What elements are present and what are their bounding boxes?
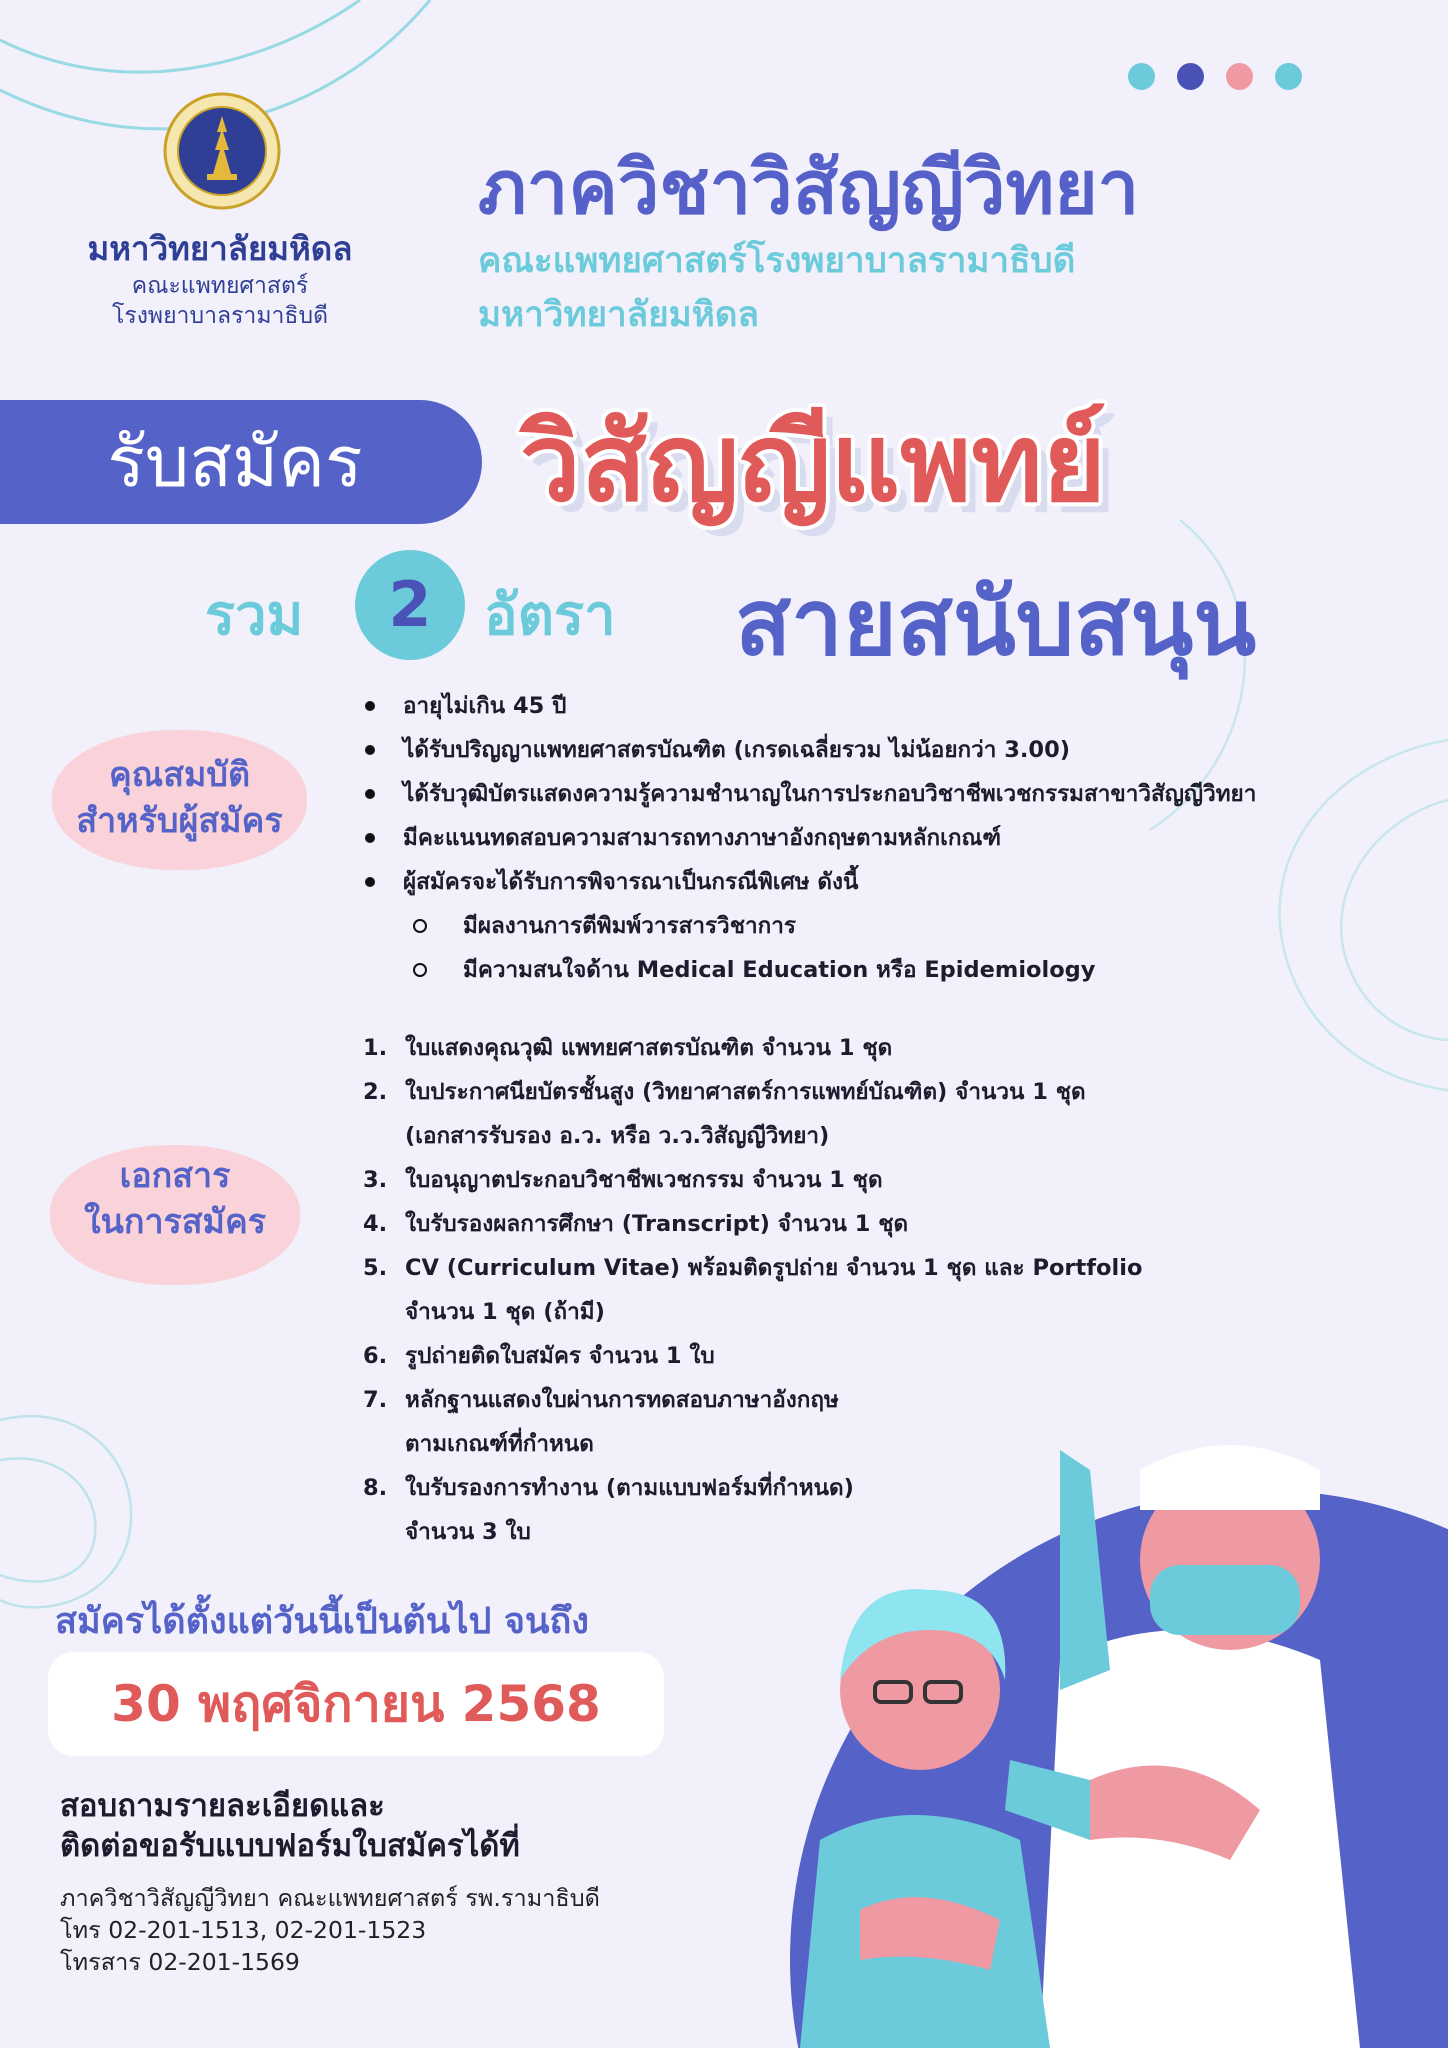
dot-2 (1177, 63, 1204, 90)
qualification-subitem: มีผลงานการตีพิมพ์วารสารวิชาการ (363, 904, 1423, 948)
document-text: ใบอนุญาตประกอบวิชาชีพเวชกรรม จำนวน 1 ชุด (405, 1167, 883, 1193)
position-title: วิสัญญีแพทย์ (520, 401, 1106, 526)
qualifications-list (363, 684, 1423, 992)
dot-1 (1128, 63, 1155, 90)
document-number: 8. (363, 1475, 388, 1501)
document-text-cont: ตามเกณฑ์ที่กำหนด (405, 1431, 594, 1457)
contact-heading-line2: ติดต่อขอรับแบบฟอร์มใบสมัครได้ที่ (60, 1828, 520, 1864)
dot-4 (1275, 63, 1302, 90)
documents-heading (50, 1153, 300, 1245)
document-text: ใบรับรองการทำงาน (ตามแบบฟอร์มที่กำหนด) (405, 1475, 854, 1501)
qualifications-heading (52, 752, 307, 844)
department-title: ภาควิชาวิสัญญีวิทยา (478, 145, 1140, 231)
document-item (363, 1158, 1423, 1202)
position-count: 2 (388, 568, 432, 641)
contact-fax: โทรสาร 02-201-1569 (60, 1948, 300, 1976)
logo-university-name: มหาวิทยาลัยมหิดล (87, 229, 353, 268)
documents-heading-line1: เอกสาร (119, 1156, 231, 1196)
document-text: CV (Curriculum Vitae) พร้อมติดรูปถ่าย จำนวน 1 ชุด และ Portfolio (405, 1255, 1143, 1281)
document-text: ใบรับรองผลการศึกษา (Transcript) จำนวน 1 ชุด (405, 1211, 909, 1237)
document-item (363, 1026, 1423, 1070)
position-count-suffix: อัตรา (484, 583, 616, 648)
document-item (363, 1202, 1423, 1246)
qualification-item: ได้รับวุฒิบัตรแสดงความรู้ความชำนาญในการประกอบวิชาชีพเวชกรรมสาขาวิสัญญีวิทยา (363, 772, 1423, 816)
contact-address: ภาควิชาวิสัญญีวิทยา คณะแพทยศาสตร์ รพ.รามาธิบดี (60, 1884, 600, 1912)
deadline-date: 30 พฤศจิกายน 2568 (111, 1675, 601, 1733)
document-number: 3. (363, 1167, 388, 1193)
document-text-cont: จำนวน 3 ใบ (405, 1519, 531, 1545)
qualifications-heading-line2: สำหรับผู้สมัคร (76, 801, 283, 841)
qualification-item: ผู้สมัครจะได้รับการพิจารณาเป็นกรณีพิเศษ ดังนี้ (363, 860, 1423, 904)
document-text-cont: จำนวน 1 ชุด (ถ้ามี) (405, 1299, 605, 1325)
document-number: 6. (363, 1343, 388, 1369)
university-seal-icon (163, 92, 281, 210)
qualifications-heading-line1: คุณสมบัติ (108, 755, 251, 795)
document-number: 4. (363, 1211, 388, 1237)
logo-faculty-line1: คณะแพทยศาสตร์ (131, 273, 309, 299)
qualification-item: ได้รับปริญญาแพทยศาสตรบัณฑิต (เกรดเฉลี่ยรวม ไม่น้อยกว่า 3.00) (363, 728, 1423, 772)
position-subtitle: สายสนับสนุน (735, 569, 1257, 676)
document-text: ใบแสดงคุณวุฒิ แพทยศาสตรบัณฑิต จำนวน 1 ชุด (405, 1035, 893, 1061)
university-subtitle: มหาวิทยาลัยมหิดล (478, 295, 759, 335)
qualification-item: มีคะแนนทดสอบความสามารถทางภาษาอังกฤษตามหลักเกณฑ์ (363, 816, 1423, 860)
document-number: 5. (363, 1255, 388, 1281)
document-item (363, 1070, 1423, 1158)
contact-phone: โทร 02-201-1513, 02-201-1523 (60, 1916, 427, 1944)
document-number: 2. (363, 1079, 388, 1105)
logo-faculty-line2: โรงพยาบาลรามาธิบดี (111, 303, 329, 329)
document-item (363, 1246, 1423, 1334)
qualification-item: อายุไม่เกิน 45 ปี (363, 684, 1423, 728)
document-text: รูปถ่ายติดใบสมัคร จำนวน 1 ใบ (405, 1343, 715, 1369)
position-count-prefix: รวม (205, 583, 304, 648)
contact-heading-line1: สอบถามรายละเอียดและ (60, 1788, 385, 1824)
decorative-dots (1128, 63, 1302, 90)
documents-heading-line2: ในการสมัคร (84, 1202, 266, 1242)
document-number: 1. (363, 1035, 388, 1061)
document-text-cont: (เอกสารรับรอง อ.ว. หรือ ว.ว.วิสัญญีวิทยา) (405, 1123, 830, 1149)
document-text: ใบประกาศนียบัตรชั้นสูง (วิทยาศาสตร์การแพทย์บัณฑิต) จำนวน 1 ชุด (405, 1079, 1086, 1105)
faculty-subtitle: คณะแพทยศาสตร์โรงพยาบาลรามาธิบดี (478, 241, 1076, 281)
qualification-subitem: มีความสนใจด้าน Medical Education หรือ Epidemiology (363, 948, 1423, 992)
deadline-lead: สมัครได้ตั้งแต่วันนี้เป็นต้นไป จนถึง (55, 1601, 589, 1642)
recruit-label: รับสมัคร (107, 421, 363, 503)
document-number: 7. (363, 1387, 388, 1413)
document-text: หลักฐานแสดงใบผ่านการทดสอบภาษาอังกฤษ (405, 1387, 839, 1413)
doctors-illustration (760, 1360, 1448, 2048)
dot-3 (1226, 63, 1253, 90)
